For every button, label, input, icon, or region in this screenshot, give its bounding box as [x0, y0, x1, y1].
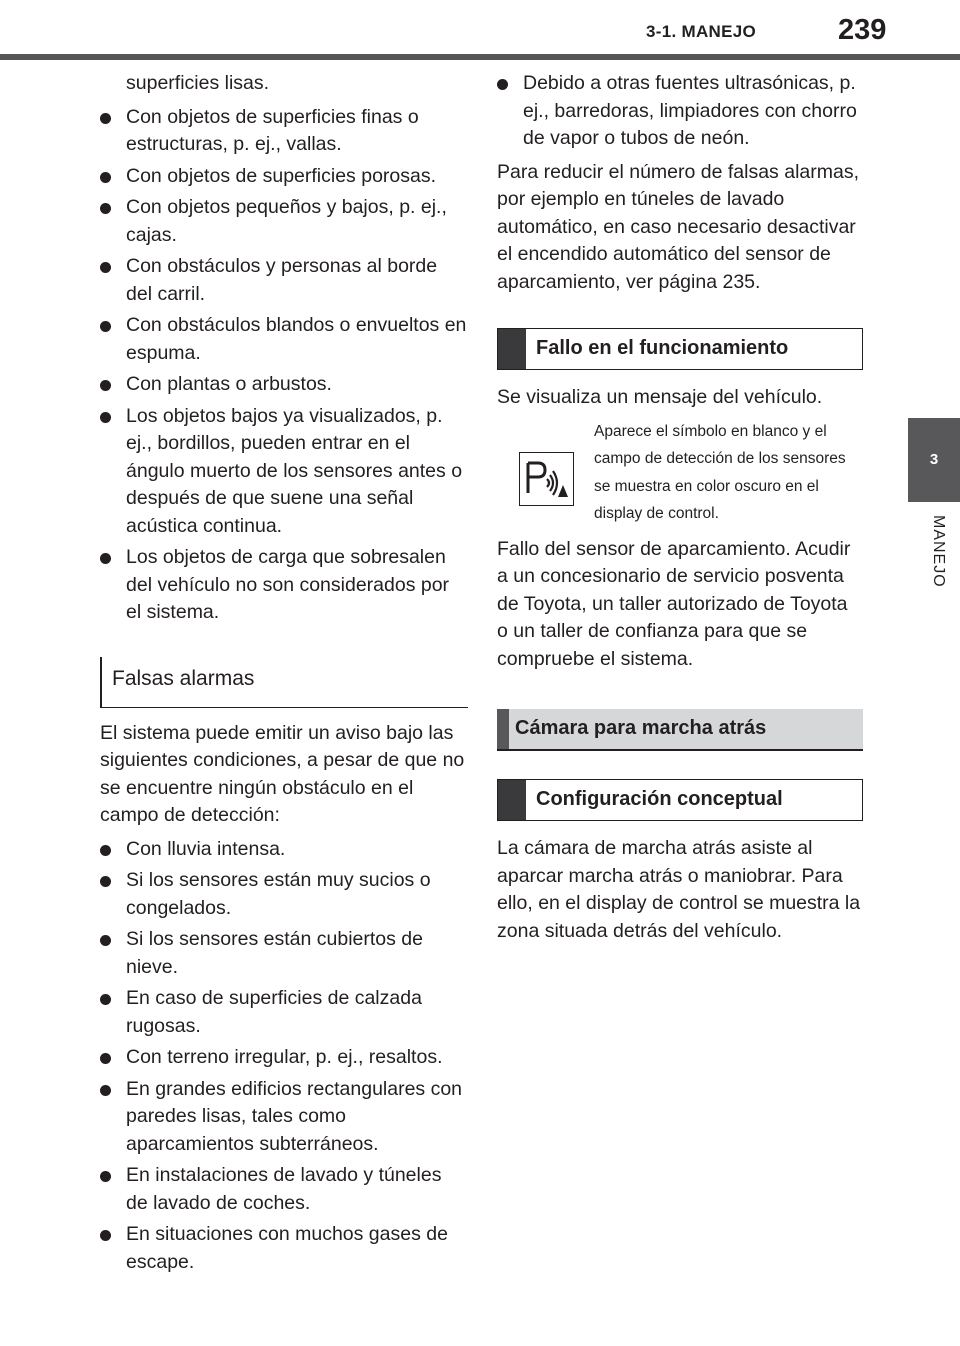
malfunction-heading: Fallo en el funcionamiento — [497, 328, 863, 370]
concept-heading: Configuración conceptual — [497, 779, 863, 821]
list-item: Con lluvia intensa. — [100, 836, 468, 864]
list-item: Con objetos de superficies finas o estructuras, p. ej., vallas. — [100, 104, 468, 159]
limitation-list — [100, 104, 468, 627]
false-alarms-list — [100, 836, 468, 1277]
bullet-icon — [100, 935, 111, 946]
bullet-icon — [100, 1053, 111, 1064]
chapter-label: MANEJO — [930, 515, 947, 588]
list-item: Los objetos de carga que sobresalen del vehículo no son considerados por el sistema. — [100, 544, 468, 627]
rear-camera-heading: Cámara para marcha atrás — [497, 709, 863, 751]
bullet-icon — [497, 79, 508, 90]
section-title: 3-1. MANEJO — [646, 22, 757, 41]
intro-text: superficies lisas. — [126, 72, 270, 94]
bullet-icon — [100, 412, 111, 423]
list-item: Si los sensores están cubiertos de nieve. — [100, 926, 468, 981]
reduce-alarms-text: Para reducir el número de falsas alarmas, por ejemplo en túneles de lavado automático, en caso necesario desactivar el encendido automático del sensor de aparcamiento, ver página 235. — [497, 160, 859, 293]
malfunction-text: Fallo del sensor de aparcamiento. Acudir a un concesionario de servicio posventa de Toyota, un taller autorizado de Toyota o un taller de confianza para que se compruebe el sistema. — [497, 537, 851, 670]
false-alarms-intro: El sistema puede emitir un aviso bajo las siguientes condiciones, a pesar de que no se encuentre ningún obstáculo en el campo de detección: — [100, 721, 465, 826]
bullet-icon — [100, 553, 111, 564]
list-item: En grandes edificios rectangulares con paredes lisas, tales como aparcamientos subterráneos. — [100, 1076, 468, 1159]
bullet-icon — [100, 994, 111, 1005]
bullet-icon — [100, 113, 111, 124]
list-item: Con objetos de superficies porosas. — [100, 163, 468, 191]
bullet-icon — [100, 1085, 111, 1096]
right-column — [497, 70, 863, 951]
page-number: 239 — [838, 14, 887, 46]
heading-bar — [497, 709, 509, 749]
chapter-tab[interactable]: 3 — [908, 418, 960, 502]
list-item: En situaciones con muchos gases de escape. — [100, 1221, 468, 1276]
bullet-icon — [100, 203, 111, 214]
heading-bar — [498, 329, 526, 369]
bullet-icon — [100, 262, 111, 273]
ultrasonic-list — [497, 70, 863, 153]
list-item: En instalaciones de lavado y túneles de lavado de coches. — [100, 1162, 468, 1217]
bullet-icon — [100, 876, 111, 887]
concept-text: La cámara de marcha atrás asiste al aparcar marcha atrás o maniobrar. Para ello, en el display de control se muestra la zona situada detrás del vehículo. — [497, 837, 861, 942]
left-column — [100, 70, 468, 1280]
bullet-icon — [100, 845, 111, 856]
list-item: Con objetos pequeños y bajos, p. ej., cajas. — [100, 194, 468, 249]
heading-bar — [498, 780, 526, 820]
false-alarms-heading: Falsas alarmas — [100, 657, 468, 708]
list-item: Si los sensores están muy sucios o congelados. — [100, 867, 468, 922]
list-item: En caso de superficies de calzada rugosas. — [100, 985, 468, 1040]
symbol-explanation — [497, 418, 863, 530]
bullet-icon — [100, 321, 111, 332]
list-item: Con obstáculos y personas al borde del carril. — [100, 253, 468, 308]
bullet-icon — [100, 380, 111, 391]
list-item: Con terreno irregular, p. ej., resaltos. — [100, 1044, 468, 1072]
parking-sensor-warning-icon — [519, 452, 574, 506]
malfunction-intro: Se visualiza un mensaje del vehículo. — [497, 386, 823, 408]
list-item: Los objetos bajos ya visualizados, p. ej., bordillos, pueden entrar en el ángulo muerto de los sensores antes o después de que suene una señal acústica continua. — [100, 403, 468, 541]
symbol-description: Aparece el símbolo en blanco y el campo de detección de los sensores se muestra en color oscuro en el display de control. — [594, 422, 846, 522]
bullet-icon — [100, 1230, 111, 1241]
header-rule — [0, 54, 960, 60]
list-item: Con plantas o arbustos. — [100, 371, 468, 399]
bullet-icon — [100, 1171, 111, 1182]
bullet-icon — [100, 172, 111, 183]
list-item: Debido a otras fuentes ultrasónicas, p. ej., barredoras, limpiadores con chorro de vapor o tubos de neón. — [497, 70, 863, 153]
list-item: Con obstáculos blandos o envueltos en espuma. — [100, 312, 468, 367]
